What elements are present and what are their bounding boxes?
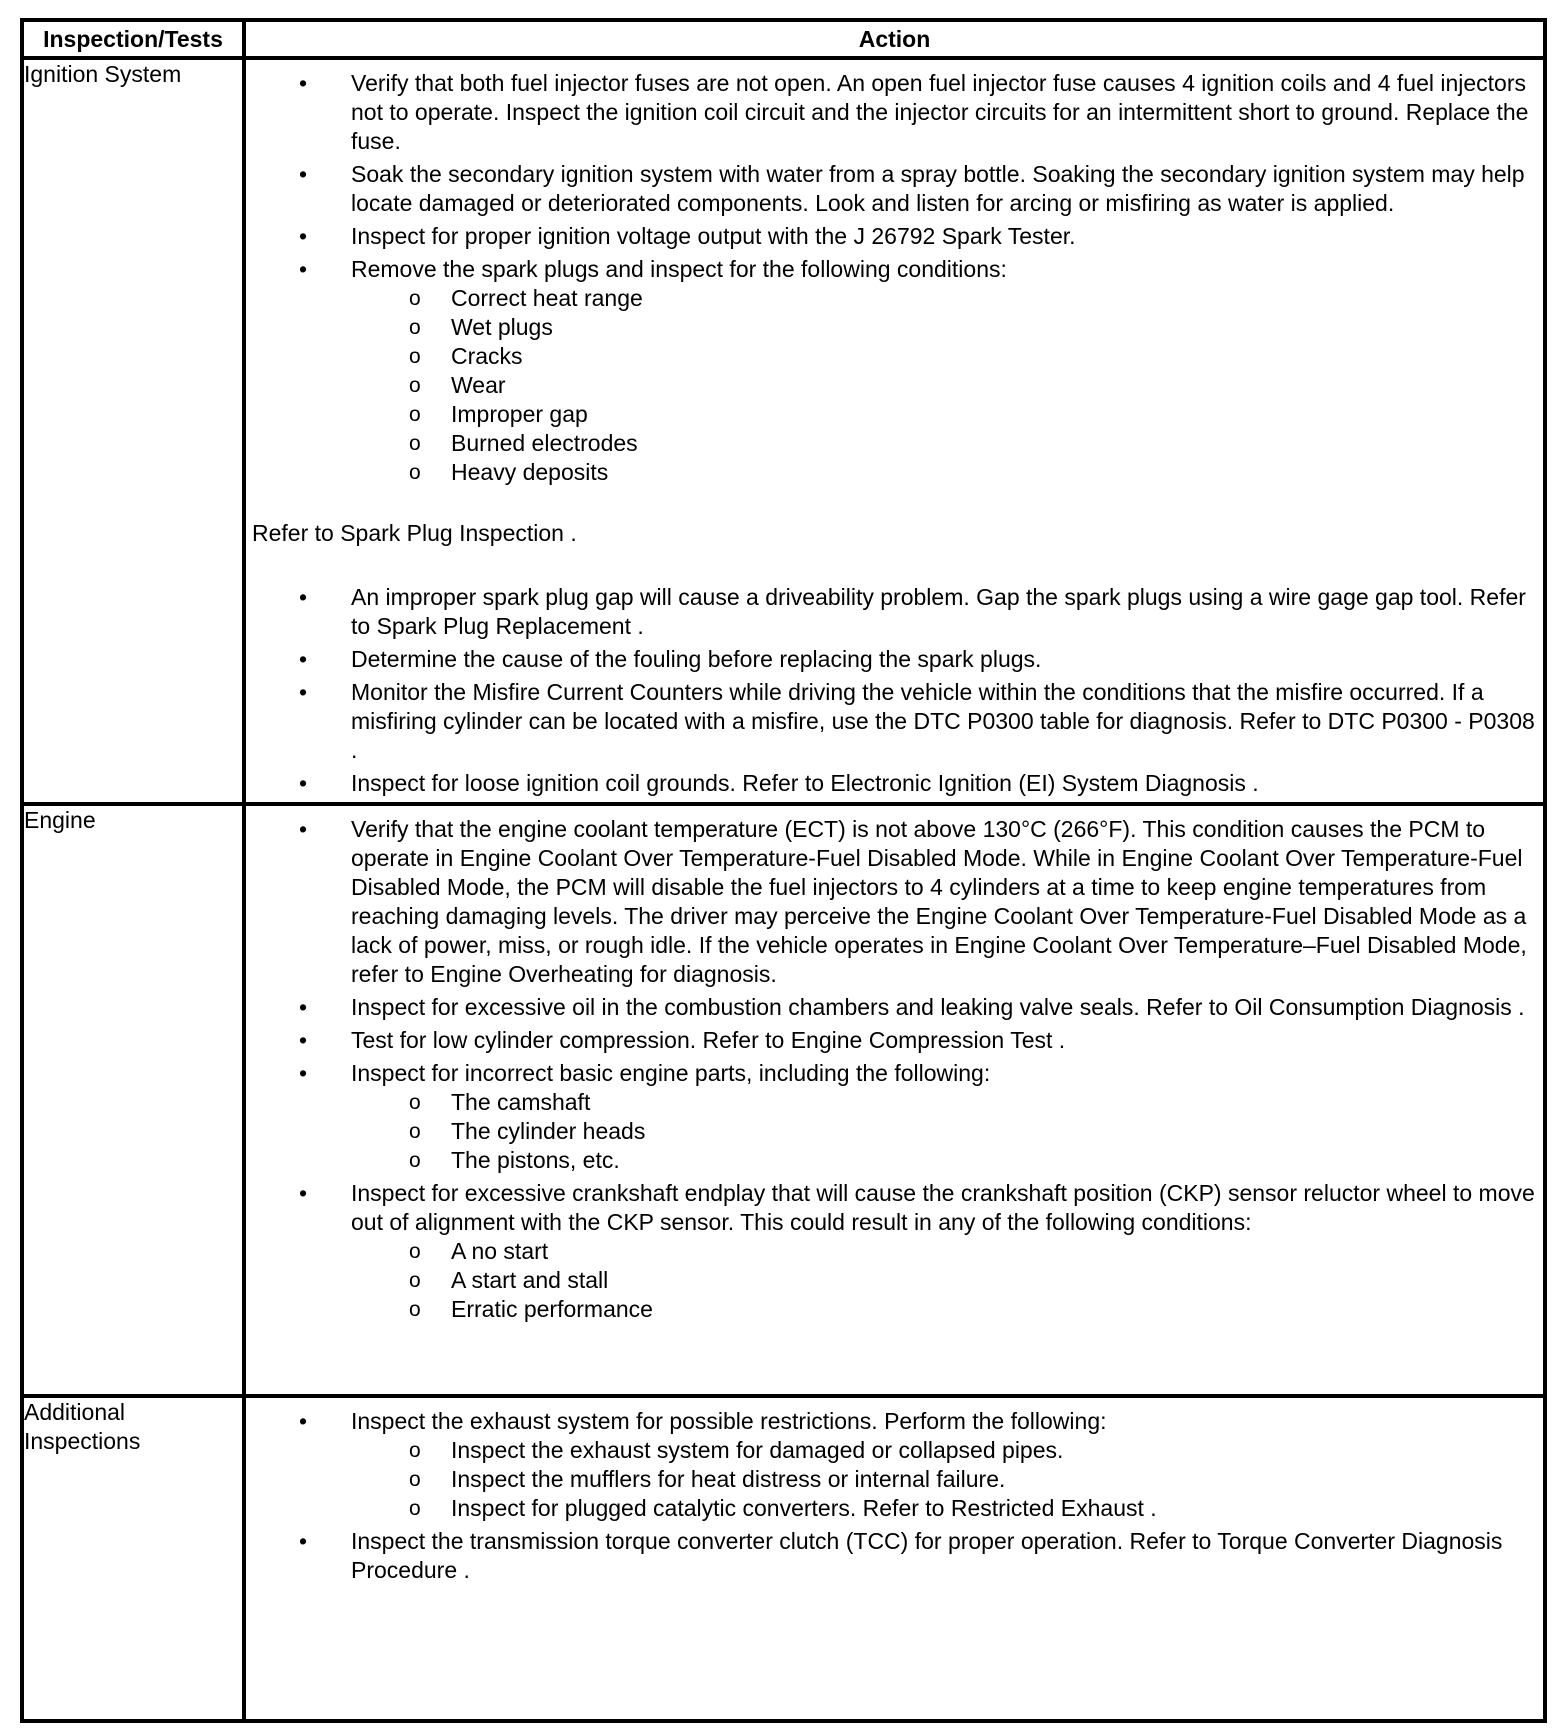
header-inspection-tests: Inspection/Tests	[22, 20, 244, 58]
sub-list-item: o Burned electrodes	[351, 429, 1543, 458]
list-item-text: Inspect the exhaust system for possible restrictions. Perform the following:	[351, 1408, 1107, 1434]
list-item: • Verify that the engine coolant temperature (ECT) is not above 130°C (266°F). This condition causes the PCM to operate in Engine Coolant Over Temperature-Fuel Disabled Mode. While in Engine Coolant Over Temperature-Fuel Disabled Mode, the PCM will disable the fuel injectors to 4 cylinders at a time to keep engine temperatures from reaching damaging levels. The driver may perceive the Engine Coolant Over Temperature-Fuel Disabled Mode as a lack of power, miss, or rough idle. If the vehicle operates in Engine Coolant Over Temperature–Fuel Disabled Mode, refer to Engine Overheating for diagnosis.	[246, 815, 1543, 989]
paragraph: Refer to Spark Plug Inspection .	[252, 520, 577, 546]
row-label: Additional Inspections	[22, 1396, 244, 1721]
list-item: • Verify that both fuel injector fuses are not open. An open fuel injector fuse causes 4 ignition coils and 4 fuel injectors not to operate. Inspect the ignition coil circuit and the injector circuits for an intermittent short to ground. Replace the fuse.	[246, 69, 1543, 156]
sub-list-item: o Heavy deposits	[351, 458, 1543, 487]
sub-list-item: o Cracks	[351, 342, 1543, 371]
sub-list	[351, 1436, 1543, 1523]
sub-list	[351, 1237, 1543, 1324]
sub-list-item: o A start and stall	[351, 1266, 1543, 1295]
list-item: • Determine the cause of the fouling before replacing the spark plugs.	[246, 645, 1543, 674]
header-row	[22, 20, 1545, 58]
row-action	[244, 804, 1545, 1396]
sub-list	[351, 1088, 1543, 1175]
bullet-list	[246, 815, 1543, 1324]
sub-list-item: o Inspect for plugged catalytic converters. Refer to Restricted Exhaust .	[351, 1494, 1543, 1523]
sub-list-item: o Inspect the exhaust system for damaged or collapsed pipes.	[351, 1436, 1543, 1465]
list-item: • Soak the secondary ignition system with water from a spray bottle. Soaking the secondary ignition system may help locate damaged or deteriorated components. Look and listen for arcing or misfiring as water is applied.	[246, 160, 1543, 218]
sub-list-item: o A no start	[351, 1237, 1543, 1266]
table-row	[22, 804, 1545, 1396]
sub-list-item: o Improper gap	[351, 400, 1543, 429]
sub-list-item: o Wet plugs	[351, 313, 1543, 342]
list-item-text: Remove the spark plugs and inspect for the following conditions:	[351, 256, 1007, 282]
table-row	[22, 1396, 1545, 1721]
list-item: • Inspect for loose ignition coil grounds. Refer to Electronic Ignition (EI) System Diagnosis .	[246, 769, 1543, 798]
list-item	[246, 1407, 1543, 1523]
list-item: • Test for low cylinder compression. Refer to Engine Compression Test .	[246, 1026, 1543, 1055]
inspection-table	[20, 18, 1547, 1723]
bullet-list	[246, 583, 1543, 798]
list-item: • Inspect for proper ignition voltage output with the J 26792 Spark Tester.	[246, 222, 1543, 251]
list-item	[246, 1059, 1543, 1175]
bullet-list	[246, 1407, 1543, 1585]
list-item-text: Inspect for incorrect basic engine parts, including the following:	[351, 1060, 991, 1086]
list-item	[246, 1179, 1543, 1324]
row-action	[244, 58, 1545, 804]
sub-list-item: o Inspect the mufflers for heat distress or internal failure.	[351, 1465, 1543, 1494]
list-item: • Monitor the Misfire Current Counters while driving the vehicle within the conditions that the misfire occurred. If a misfiring cylinder can be located with a misfire, use the DTC P0300 table for diagnosis. Refer to DTC P0300 - P0308 .	[246, 678, 1543, 765]
list-item	[246, 255, 1543, 487]
sub-list-item: o Erratic performance	[351, 1295, 1543, 1324]
sub-list	[351, 284, 1543, 487]
sub-list-item: o The camshaft	[351, 1088, 1543, 1117]
bullet-list	[246, 69, 1543, 487]
list-item: • Inspect for excessive oil in the combustion chambers and leaking valve seals. Refer to Oil Consumption Diagnosis .	[246, 993, 1543, 1022]
row-action	[244, 1396, 1545, 1721]
row-label: Ignition System	[22, 58, 244, 804]
table-row	[22, 58, 1545, 804]
row-label: Engine	[22, 804, 244, 1396]
list-item-text: Inspect for excessive crankshaft endplay that will cause the crankshaft position (CKP) sensor reluctor wheel to move out of alignment with the CKP sensor. This could result in any of the following conditions:	[351, 1180, 1535, 1235]
header-action: Action	[244, 20, 1545, 58]
sub-list-item: o The pistons, etc.	[351, 1146, 1543, 1175]
sub-list-item: o Correct heat range	[351, 284, 1543, 313]
sub-list-item: o The cylinder heads	[351, 1117, 1543, 1146]
sub-list-item: o Wear	[351, 371, 1543, 400]
list-item: • An improper spark plug gap will cause a driveability problem. Gap the spark plugs using a wire gage gap tool. Refer to Spark Plug Replacement .	[246, 583, 1543, 641]
list-item: • Inspect the transmission torque converter clutch (TCC) for proper operation. Refer to Torque Converter Diagnosis Procedure .	[246, 1527, 1543, 1585]
